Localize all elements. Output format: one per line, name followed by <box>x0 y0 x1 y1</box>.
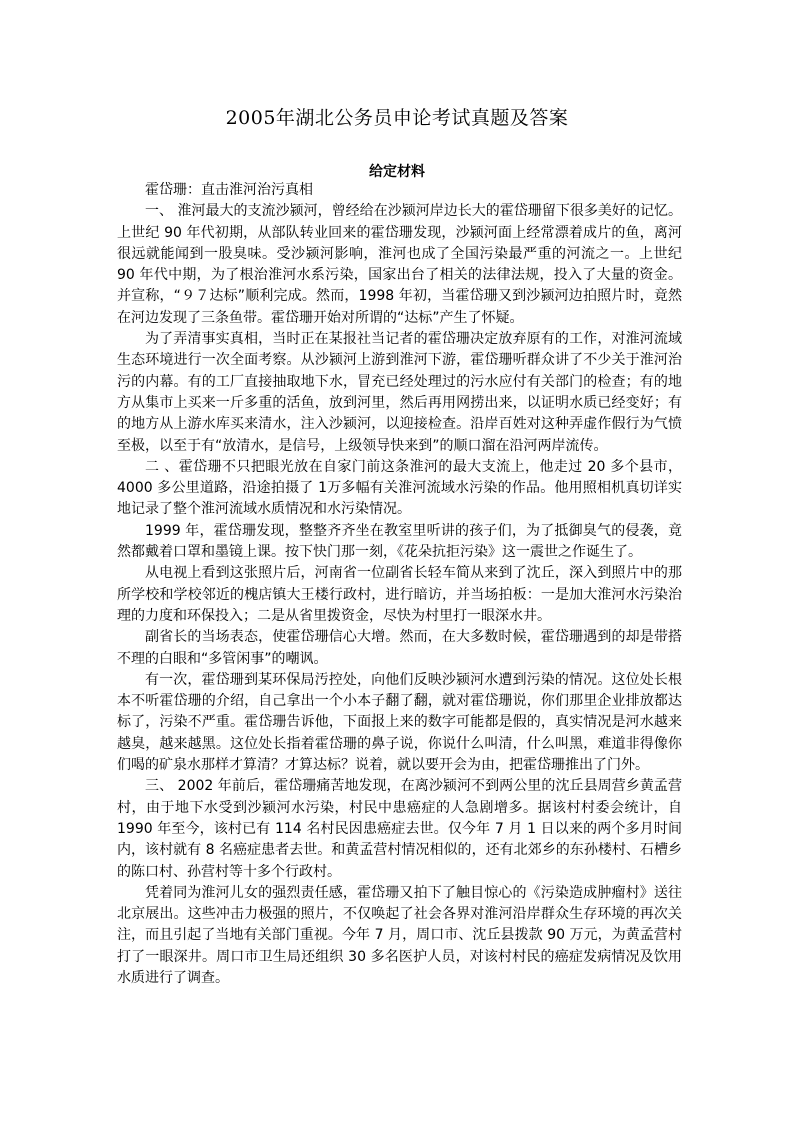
paragraph: 凭着同为淮河儿女的强烈责任感，霍岱珊又拍下了触目惊心的《污染造成肿瘤村》送往北京展出。这些冲击力极强的照片，不仅唤起了社会各界对淮河沿岸群众生存环境的再次关注，而且引起了当地有关部门重视。今年 7 月，周口市、沈丘县拨款 90 万元，为黄孟营村打了一眼深井。周口市卫生局还组织 30 多名医护人员，对该村村民的癌症发病情况及饮用水质进行了调查。 <box>117 884 682 986</box>
paragraph: 1999 年，霍岱珊发现，整整齐齐坐在教室里听讲的孩子们，为了抵御臭气的侵袭，竟然都戴着口罩和墨镜上课。按下快门那一刻，《花朵抗拒污染》这一震世之作诞生了。 <box>117 522 682 561</box>
document-body <box>117 180 682 989</box>
paragraph: 二 、霍岱珊不只把眼光放在自家门前这条淮河的最大支流上，他走过 20 多个县市，4000 多公里道路，沿途拍摄了 1万多幅有关淮河流域水污染的作品。他用照相机真切详实地记录了整个淮河流域水质情况和水污染情况。 <box>117 458 682 518</box>
page-title: 2005年湖北公务员申论考试真题及答案 <box>225 107 569 129</box>
paragraph: 从电视上看到这张照片后，河南省一位副省长轻车简从来到了沈丘，深入到照片中的那所学校和学校邻近的槐店镇大王楼行政村，进行暗访，并当场拍板：一是加大淮河水污染治理的力度和环保投入；二是从省里拨资金，尽快为村里打一眼深水井。 <box>117 565 682 624</box>
paragraph: 为了弄清事实真相，当时正在某报社当记者的霍岱珊决定放弃原有的工作，对淮河流域生态环境进行一次全面考察。从沙颍河上游到淮河下游，霍岱珊听群众讲了不少关于淮河治污的内幕。有的工厂直接抽取地下水，冒充已经处理过的污水应付有关部门的检查；有的地方从集市上买来一斤多重的活鱼，放到河里，然后再用网捞出来，以证明水质已经变好；有的地方从上游水库买来清水，注入沙颍河，以迎接检查。沿岸百姓对这种弄虚作假行为气愤至极，以至于有“放清水，是信号，上级领导快来到”的顺口溜在沿河两岸流传。 <box>117 331 682 454</box>
paragraph: 副省长的当场表态，使霍岱珊信心大增。然而，在大多数时候，霍岱珊遇到的却是带搭不理的白眼和“多管闲事”的嘲讽。 <box>117 629 682 667</box>
paragraph: 有一次，霍岱珊到某环保局汚控处，向他们反映沙颍河水遭到污染的情况。这位处长根本不听霍岱珊的介绍，自己拿出一个小本子翻了翻，就对霍岱珊说，你们那里企业排放都达标了，污染不严重。霍岱珊告诉他，下面报上来的数字可能都是假的，真实情况是河水越来越臭，越来越黑。这位处长指着霍岱珊的鼻子说，你说什么叫清，什么叫黑，难道非得像你们喝的矿泉水那样才算清？才算达标？说着，就以要开会为由，把霍岱珊推出了门外。 <box>117 671 682 774</box>
section-heading: 给定材料 <box>369 164 425 180</box>
paragraph: 一、 淮河最大的支流沙颍河，曾经给在沙颍河岸边长大的霍岱珊留下很多美好的记忆。上世纪 90 年代初期，从部队转业回来的霍岱珊发现，沙颍河面上经常漂着成片的鱼，离河很远就能闻到一股臭味。受沙颍河影响，淮河也成了全国污染最严重的河流之一。上世纪 90 年代中期，为了根治淮河水系污染，国家出台了相关的法律法规，投入了大量的资金。并宣称，“９７达标”顺利完成。然而，1998 年初，当霍岱珊又到沙颍河边拍照片时，竟然在河边发现了三条鱼带。霍岱珊开始对所谓的“达标”产生了怀疑。 <box>117 203 682 326</box>
paragraph: 三、 2002 年前后，霍岱珊痛苦地发现，在离沙颍河不到两公里的沈丘县周营乡黄孟营村，由于地下水受到沙颍河水污染，村民中患癌症的人急剧增多。据该村村委会统计，自 1990 年至今，该村已有 114 名村民因患癌症去世。仅今年 7 月 1 日以来的两个多月时间内，该村就有 8 名癌症患者去世。和黄孟营村情况相似的，还有北郊乡的东孙楼村、石槽乡的陈口村、孙营村等十多个行政村。 <box>117 778 682 880</box>
subtitle: 霍岱珊：直击淮河治污真相 <box>145 182 313 198</box>
